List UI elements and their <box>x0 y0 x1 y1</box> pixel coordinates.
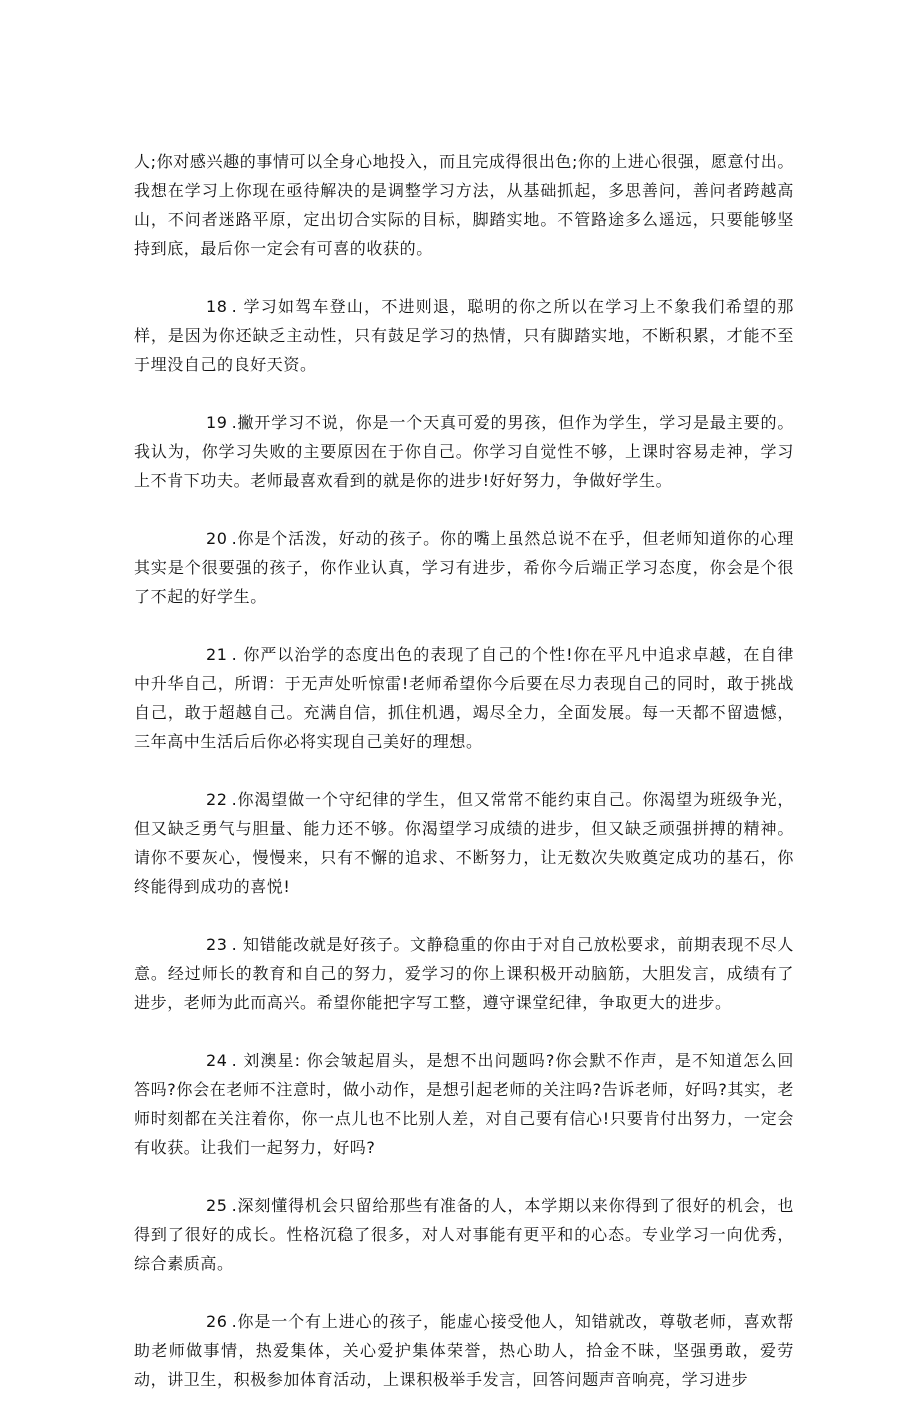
paragraph-21 <box>134 640 794 756</box>
paragraph-number: 20 <box>206 529 228 548</box>
paragraph-number: 25 <box>206 1196 228 1215</box>
paragraph-text: .你是一个有上进心的孩子，能虚心接受他人，知错就改，尊敬老师，喜欢帮助老师做事情，热爱集体，关心爱护集体荣誉，热心助人，拾金不昧，坚强勇敢，爱劳动，讲卫生，积极参加体育活动，上课积极举手发言，回答问题声音响亮，学习进步 <box>134 1312 794 1389</box>
paragraph-text: . 刘澳星: 你会皱起眉头，是想不出问题吗?你会默不作声，是不知道怎么回答吗?你会在老师不注意时，做小动作，是想引起老师的关注吗?告诉老师，好吗?其实，老师时刻都在关注着你，你一点儿也不比别人差，对自己要有信心!只要肯付出努力，一定会有收获。让我们一起努力，好吗? <box>134 1051 794 1157</box>
paragraph-19 <box>134 408 794 495</box>
paragraph-24 <box>134 1046 794 1162</box>
paragraph-text: .你是个活泼，好动的孩子。你的嘴上虽然总说不在乎，但老师知道你的心理其实是个很要强的孩子，你作业认真，学习有进步，希你今后端正学习态度，你会是个很了不起的好学生。 <box>134 529 794 606</box>
paragraph-26 <box>134 1307 794 1394</box>
paragraph-text: . 你严以治学的态度出色的表现了自己的个性!你在平凡中追求卓越，在自律中升华自己，所谓：于无声处听惊雷!老师希望你今后要在尽力表现自己的同时，敢于挑战自己，敢于超越自己。充满自信，抓住机遇，竭尽全力，全面发展。每一天都不留遗憾，三年高中生活后后你必将实现自己美好的理想。 <box>134 645 794 751</box>
paragraph-number: 24 <box>206 1051 228 1070</box>
paragraph-18 <box>134 292 794 379</box>
paragraph-23 <box>134 930 794 1017</box>
paragraph-text: 人;你对感兴趣的事情可以全身心地投入，而且完成得很出色;你的上进心很强，愿意付出。我想在学习上你现在亟待解决的是调整学习方法，从基础抓起，多思善问，善问者跨越高山，不问者迷路平原，定出切合实际的目标，脚踏实地。不管路途多么遥远，只要能够坚持到底，最后你一定会有可喜的收获的。 <box>134 152 794 258</box>
paragraph-text: .撇开学习不说，你是一个天真可爱的男孩，但作为学生，学习是最主要的。我认为，你学习失败的主要原因在于你自己。你学习自觉性不够，上课时容易走神，学习上不肯下功夫。老师最喜欢看到的就是你的进步!好好努力，争做好学生。 <box>134 413 794 490</box>
document-page <box>134 147 794 1423</box>
paragraph-number: 23 <box>206 935 228 954</box>
paragraph-number: 21 <box>206 645 228 664</box>
paragraph-20 <box>134 524 794 611</box>
paragraph-number: 26 <box>206 1312 228 1331</box>
paragraph-22 <box>134 785 794 901</box>
paragraph-25 <box>134 1191 794 1278</box>
paragraph-text: . 学习如驾车登山，不进则退，聪明的你之所以在学习上不象我们希望的那样，是因为你还缺乏主动性，只有鼓足学习的热情，只有脚踏实地，不断积累，才能不至于埋没自己的良好天资。 <box>134 297 794 374</box>
paragraph-text: .你渴望做一个守纪律的学生，但又常常不能约束自己。你渴望为班级争光，但又缺乏勇气与胆量、能力还不够。你渴望学习成绩的进步，但又缺乏顽强拼搏的精神。请你不要灰心，慢慢来，只有不懈的追求、不断努力，让无数次失败奠定成功的基石，你终能得到成功的喜悦! <box>134 790 794 896</box>
paragraph-text: . 知错能改就是好孩子。文静稳重的你由于对自己放松要求，前期表现不尽人意。经过师长的教育和自己的努力，爱学习的你上课积极开动脑筋，大胆发言，成绩有了进步，老师为此而高兴。希望你能把字写工整，遵守课堂纪律，争取更大的进步。 <box>134 935 794 1012</box>
paragraph-number: 22 <box>206 790 228 809</box>
paragraph-text: .深刻懂得机会只留给那些有准备的人，本学期以来你得到了很好的机会，也得到了很好的成长。性格沉稳了很多，对人对事能有更平和的心态。专业学习一向优秀，综合素质高。 <box>134 1196 794 1273</box>
paragraph-number: 18 <box>206 297 228 316</box>
paragraph-continued <box>134 147 794 263</box>
paragraph-number: 19 <box>206 413 228 432</box>
